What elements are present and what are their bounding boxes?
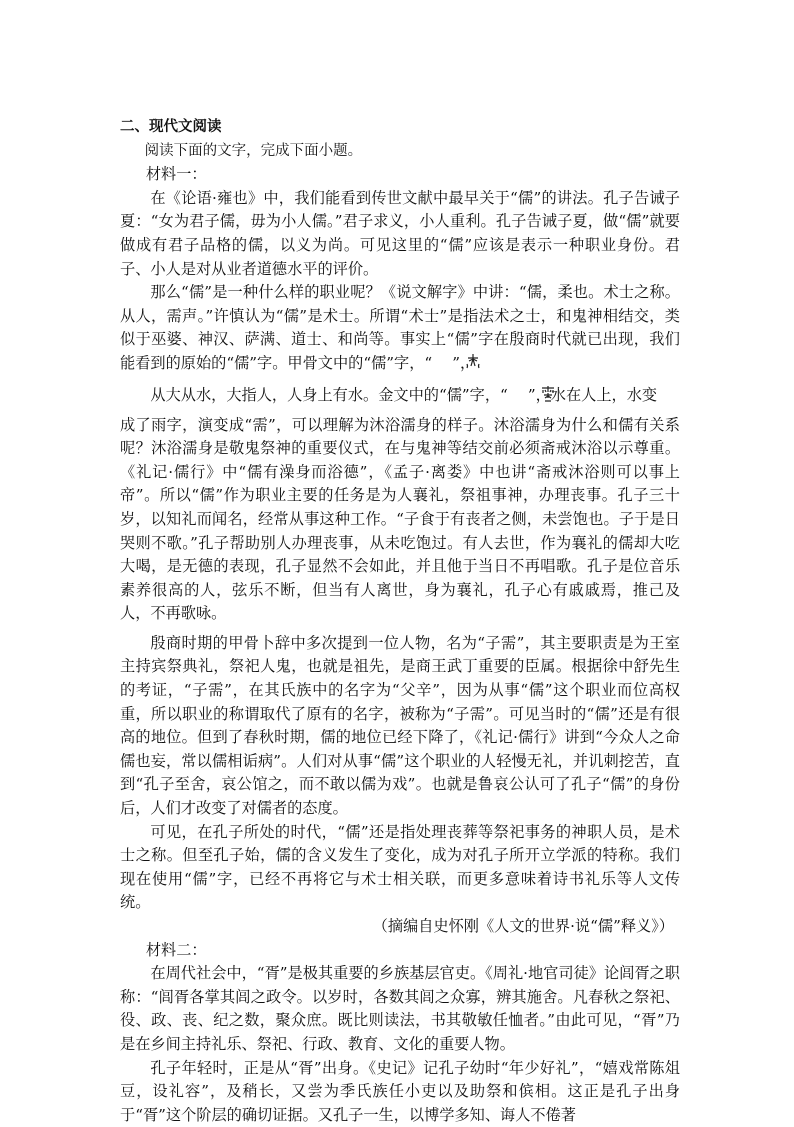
material-2-paragraph-1: 在周代社会中，“胥”是极其重要的乡族基层官吏。《周礼·地官司徒》论闾胥之职称：“闾胥各掌其闾之政令。以岁时，各数其闾之众寡，辨其施舍。凡春秋之祭祀、役、政、丧、纪之数，聚众庶。既比则读法，书其敬敏任恤者。”由此可见，“胥”乃是在乡间主持礼乐、祭祀、行政、教育、文化的重要人物。 [120, 964, 680, 1053]
paragraph-2-text-b: ”， [452, 353, 476, 372]
material-1-paragraph-1: 在《论语·雍也》中，我们能看到传世文献中最早关于“儒”的讲法。孔子告诫子夏：“女为君子儒，毋为小人儒。”君子求义，小人重利。孔子告诫子夏，做“儒”就要做成有君子品格的儒，以义为尚。可见这里的“儒”应该是表示一种职业身份。君子、小人是对从业者道德水平的评价。 [120, 188, 680, 278]
bronze-ru-glyph [510, 379, 526, 397]
material-1-paragraph-2 [120, 281, 680, 626]
glyph-line [120, 376, 680, 414]
material-1-paragraph-4: 可见，在孔子所处的时代，“儒”还是指处理丧葬等祭祀事务的神职人员，是术士之称。但至孔子始，儒的含义发生了变化，成为对孔子所开立学派的特称。我们现在使用“儒”字，已经不再将它与术士相关联，而更多意味着诗书礼乐等人文传统。 [120, 822, 680, 912]
material-1-source: （摘编自史怀刚《人文的世界·说“儒”释义》） [372, 917, 674, 935]
material-2-label: 材料二： [145, 940, 207, 959]
material-2-paragraph-2: 孔子年轻时，正是从“胥”出身。《史记》记孔子幼时“年少好礼”，“嬉戏常陈俎豆，设礼容”，及稍长，又尝为季氏族任小吏以及助祭和傧相。这正是孔子出身于“胥”这个阶层的确切证据。又孔子一生，以博学多知、诲人不倦著 [120, 1058, 680, 1124]
section-heading: 二、现代文阅读 [120, 119, 222, 135]
document-page [120, 116, 680, 1127]
instruction-text: 阅读下面的文字，完成下面小题。 [144, 142, 363, 159]
paragraph-2-text-d: ”，水在人上，水变 [527, 385, 658, 404]
paragraph-2-text-c: 从大从水，大指人，人身上有水。金文中的“儒”字，“ [150, 385, 508, 404]
paragraph-2-text-a: 那么“儒”是一种什么样的职业呢？《说文解字》中讲：“儒，柔也。术士之称。从人，需声。”许慎认为“儒”是术士。所谓“术士”是指法术之士，和鬼神相结交，类似于巫婆、神汉、萨满、道士、和尚等。事实上“儒”字在殷商时代就已出现，我们能看到的原始的“儒”字。甲骨文中的“儒”字，“ [120, 283, 680, 372]
paragraph-2-text-e: 成了雨字，演变成“需”，可以理解为沐浴濡身的样子。沐浴濡身为什么和儒有关系呢？沐浴濡身是敬鬼祭神的重要仪式，在与鬼神等结交前必须斋戒沐浴以示尊重。《礼记·儒行》中“儒有澡身而浴德”，《孟子·离娄》中也讲“斋戒沐浴则可以事上帝”。所以“儒”作为职业主要的任务是为人襄礼，祭祖事神，办理丧事。孔子三十岁，以知礼而闻名，经常从事这种工作。“子食于有丧者之侧，未尝饱也。子于是日哭则不歌。”孔子帮助别人办理丧事，从未吃饱过。有人去世，作为襄礼的儒却大吃大喝，是无德的表现，孔子显然不会如此，并且他于当日不再唱歌。孔子是位音乐素养很高的人，弦乐不断，但当有人离世，身为襄礼，孔子心有戚戚焉，推己及人，不再歌咏。 [120, 415, 680, 623]
material-1-label: 材料一： [145, 165, 207, 184]
oracle-bone-ru-glyph [434, 353, 450, 371]
material-1-paragraph-3: 殷商时期的甲骨卜辞中多次提到一位人物，名为“子需”，其主要职责是为王室主持宾祭典礼，祭祀人鬼，也就是祖先，是商王武丁重要的臣属。根据徐中舒先生的考证，“子需”，在其氏族中的名字为“父辛”，因为从事“儒”这个职业而位高权重，所以职业的称谓取代了原有的名字，被称为“子需”。可见当时的“儒”还是有很高的地位。但到了春秋时期，儒的地位已经下降了，《礼记·儒行》讲到“今众人之命儒也妄，常以儒相诟病”。人们对从事“儒”这个职业的人轻慢无礼，并讥刺挖苦，直到“孔子至舍，哀公馆之，而不敢以儒为戏”。也就是鲁哀公认可了孔子“儒”的身份后，人们才改变了对儒者的态度。 [120, 633, 680, 818]
